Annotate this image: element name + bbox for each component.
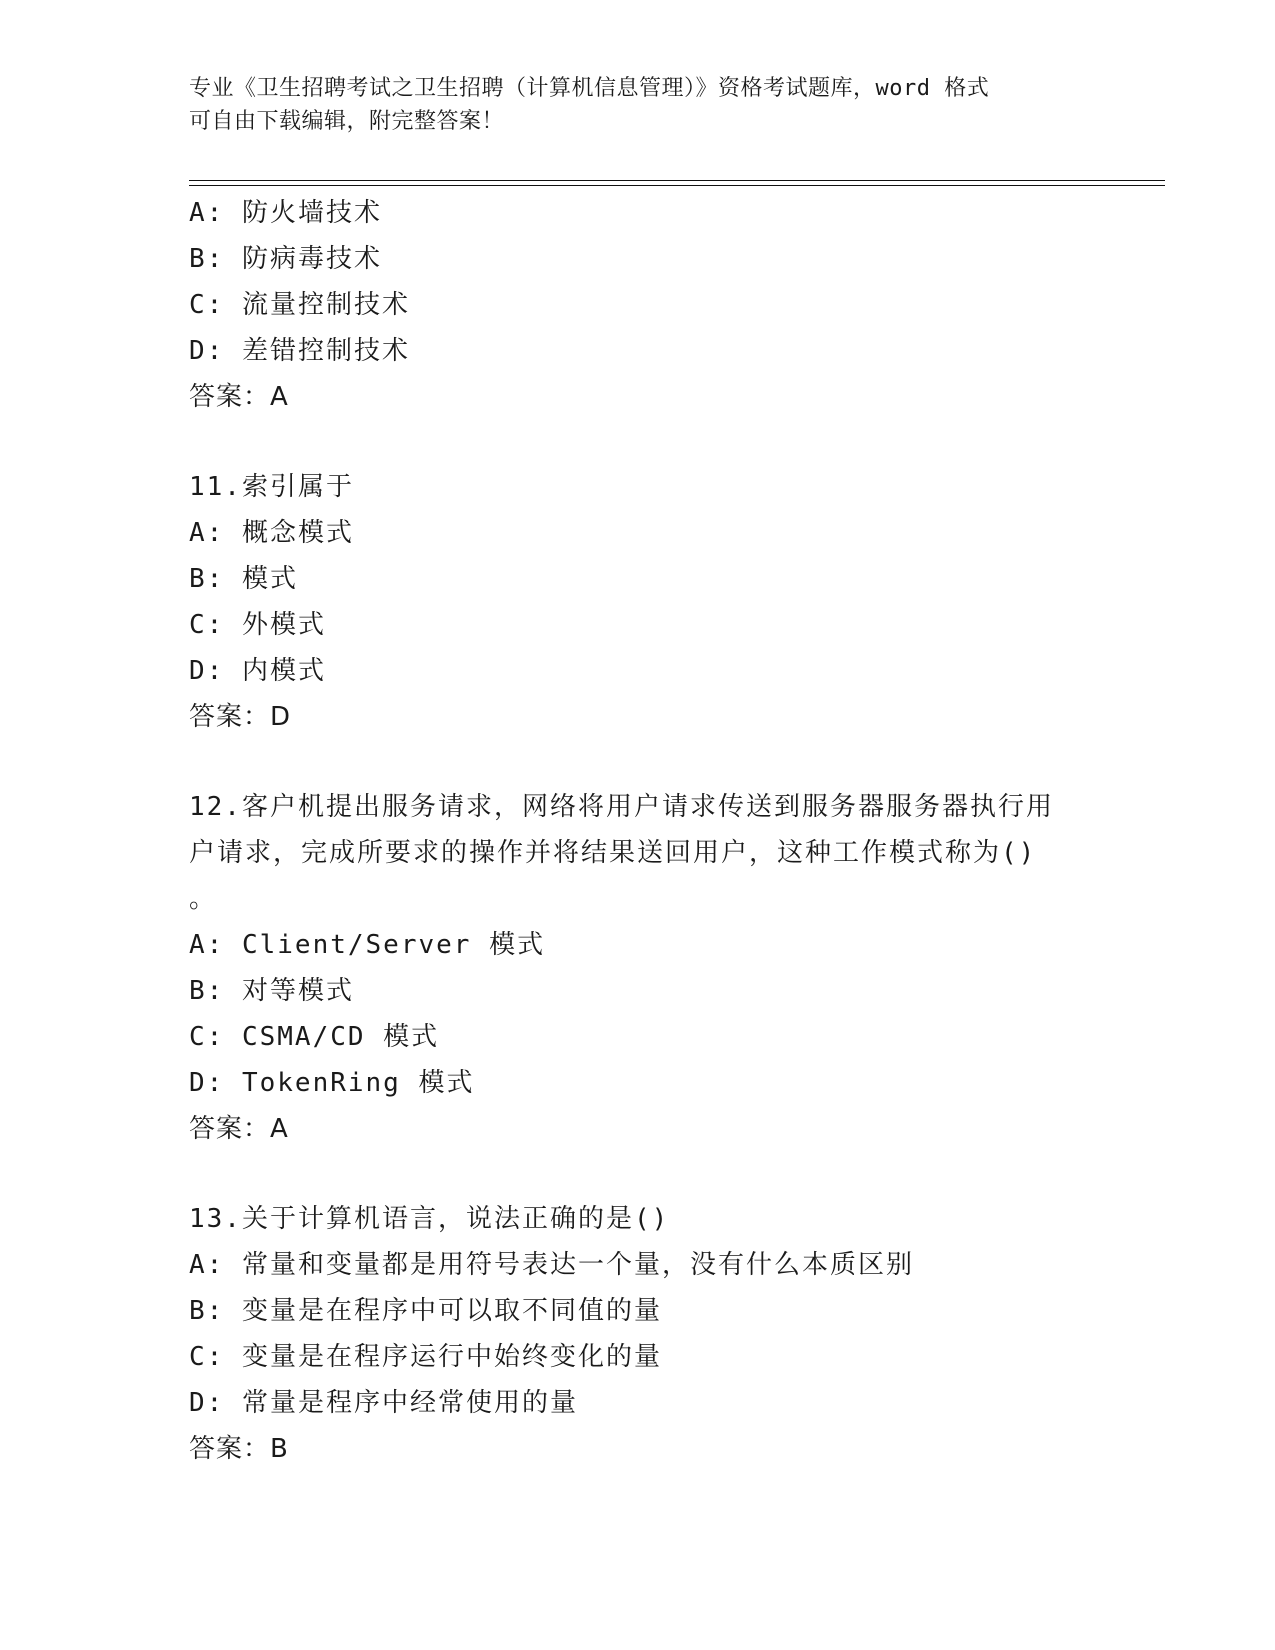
spacer <box>189 1152 1089 1196</box>
option-a: A: 防火墙技术 <box>189 198 382 228</box>
option-d: D: 内模式 <box>189 656 326 686</box>
question-10 <box>189 190 1089 420</box>
option-a: A: 概念模式 <box>189 518 354 548</box>
question-stem: 13.关于计算机语言，说法正确的是() <box>189 1204 670 1234</box>
option-c: C: CSMA/CD 模式 <box>189 1022 440 1052</box>
answer-label: 答案：A <box>189 1114 289 1144</box>
question-stem-line-1: 12.客户机提出服务请求，网络将用户请求传送到服务器服务器执行用 <box>189 792 1054 822</box>
answer-label: 答案：B <box>189 1434 289 1464</box>
option-b: B: 模式 <box>189 564 298 594</box>
option-a: A: 常量和变量都是用符号表达一个量，没有什么本质区别 <box>189 1250 914 1280</box>
option-d: D: 常量是程序中经常使用的量 <box>189 1388 578 1418</box>
spacer <box>189 740 1089 784</box>
question-stem-line-3: 。 <box>189 884 218 914</box>
answer-label: 答案：A <box>189 382 289 412</box>
option-a: A: Client/Server 模式 <box>189 930 546 960</box>
option-b: B: 对等模式 <box>189 976 354 1006</box>
option-d: D: 差错控制技术 <box>189 336 410 366</box>
option-b: B: 防病毒技术 <box>189 244 382 274</box>
option-b: B: 变量是在程序中可以取不同值的量 <box>189 1296 662 1326</box>
option-c: C: 外模式 <box>189 610 326 640</box>
question-stem-line-2: 户请求，完成所要求的操作并将结果送回用户，这种工作模式称为() <box>189 838 1037 868</box>
question-11 <box>189 464 1089 740</box>
option-c: C: 流量控制技术 <box>189 290 410 320</box>
header-divider-top <box>189 180 1165 181</box>
question-12 <box>189 784 1089 1152</box>
spacer <box>189 420 1089 464</box>
document-header <box>189 72 1089 138</box>
question-stem: 11.索引属于 <box>189 472 354 502</box>
header-line-1: 专业《卫生招聘考试之卫生招聘（计算机信息管理）》资格考试题库，word 格式 <box>189 76 990 101</box>
option-d: D: TokenRing 模式 <box>189 1068 475 1098</box>
header-divider-bottom <box>189 185 1165 186</box>
answer-label: 答案：D <box>189 702 292 732</box>
option-c: C: 变量是在程序运行中始终变化的量 <box>189 1342 662 1372</box>
header-line-2: 可自由下载编辑，附完整答案！ <box>189 109 505 134</box>
question-list <box>189 190 1089 1472</box>
question-13 <box>189 1196 1089 1472</box>
